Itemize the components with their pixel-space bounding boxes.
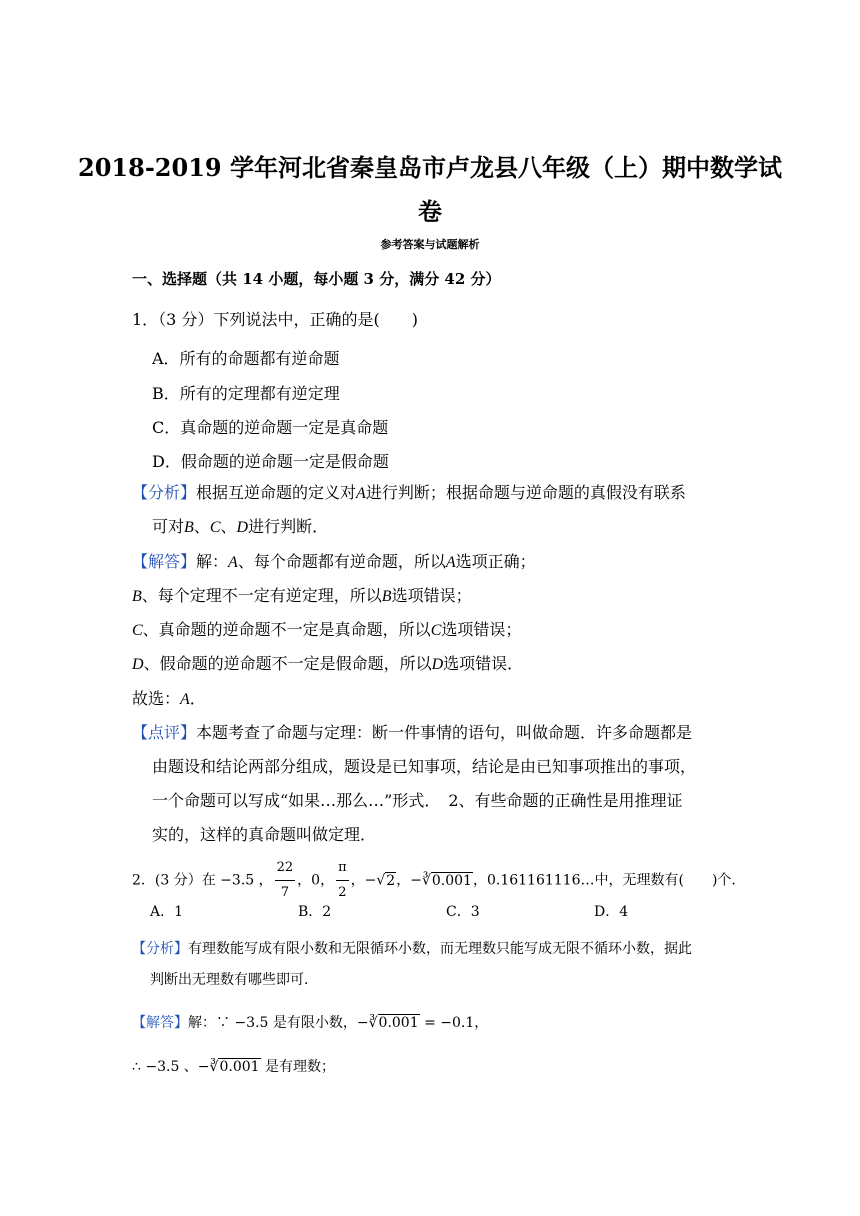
- q1-comment-line-2: 由题设和结论两部分组成，题设是已知事项，结论是由已知事项推出的事项，: [152, 757, 697, 776]
- answer-text: 解：∵ −3.5 是有限小数，−∛: [188, 1015, 378, 1031]
- q2-stem-text: ，−∛: [396, 872, 431, 889]
- answer-text: 选项错误；: [391, 586, 472, 605]
- q2-option-c: C．3: [446, 904, 480, 920]
- math-var: D: [431, 656, 444, 673]
- q2-option-d: D．4: [594, 904, 629, 920]
- document-title-line-2: 卷: [418, 197, 442, 226]
- choice-text: 故选：: [132, 689, 181, 708]
- q2-stem-text: ，0，: [297, 872, 335, 889]
- answer-text: 选项正确；: [455, 552, 536, 571]
- analysis-text: 根据互逆命题的定义对: [196, 483, 357, 502]
- q1-comment-line-1: [132, 716, 692, 750]
- denominator: 2: [338, 885, 347, 900]
- math-var: C: [132, 622, 143, 639]
- answer-text: 、每个命题都有逆命题，所以: [237, 552, 446, 571]
- answer-text: 、真命题的逆命题不一定是真命题，所以: [142, 620, 431, 639]
- q2-option-b: B．2: [298, 904, 332, 920]
- answer-text: 解：: [196, 552, 229, 571]
- answer-text: 、每个定理不一定有逆定理，所以: [141, 586, 382, 605]
- analysis-text: 有理数能写成有限小数和无限循环小数，而无理数只能写成无限不循环小数，据此: [188, 941, 692, 957]
- analysis-text: 进行判断；根据命题与逆命题的真假没有联系: [365, 483, 686, 502]
- section-heading: 一、选择题（共 14 小题，每小题 3 分，满分 42 分）: [132, 270, 501, 288]
- radicand: 2: [386, 872, 396, 889]
- numerator: π: [336, 856, 349, 881]
- fraction-22-over-7: [275, 856, 296, 905]
- q1-option-b: B．所有的定理都有逆定理: [152, 384, 340, 403]
- math-var: A: [228, 554, 238, 571]
- denominator: 7: [280, 885, 290, 900]
- analysis-text: 、: [220, 517, 237, 536]
- comment-tag: 【点评】: [132, 723, 197, 742]
- q1-option-c: C．真命题的逆命题一定是真命题: [152, 418, 389, 437]
- q2-answer-line-2: [132, 1052, 335, 1082]
- answer-text: 是有理数；: [260, 1059, 336, 1075]
- radicand: 0.001: [219, 1059, 260, 1075]
- math-var: A: [356, 485, 366, 502]
- q2-stem-text: ，0.161161116…中，无理数有( )个．: [472, 872, 746, 889]
- numerator: 22: [275, 856, 296, 881]
- q1-analysis-line-2: [152, 510, 328, 545]
- document-title-line-1: 2018-2019 学年河北省秦皇岛市卢龙县八年级（上）期中数学试: [78, 153, 782, 182]
- math-var: A: [180, 691, 190, 708]
- comment-text: 本题考查了命题与定理：断一件事情的语句，叫做命题．许多命题都是: [196, 723, 693, 742]
- q1-option-a: A．所有的命题都有逆命题: [152, 349, 340, 368]
- math-var: C: [209, 519, 221, 536]
- q1-answer-line-1: [132, 545, 536, 580]
- q1-answer-line-c: [132, 613, 521, 648]
- answer-text: 选项错误．: [443, 654, 524, 673]
- q1-answer-line-d: [132, 647, 523, 682]
- analysis-tag: 【分析】: [132, 941, 188, 957]
- choice-text: ．: [189, 689, 206, 708]
- math-var: D: [236, 519, 249, 536]
- math-var: A: [445, 554, 456, 571]
- q2-stem: [132, 856, 745, 905]
- answer-tag: 【解答】: [132, 1015, 188, 1031]
- q2-stem-text: ，−√: [350, 872, 386, 889]
- math-var: B: [381, 588, 392, 605]
- q1-comment-line-3: 一个命题可以写成“如果…那么…”形式． 2、有些命题的正确性是用推理证: [152, 791, 683, 810]
- q2-answer-line-1: [132, 1008, 488, 1038]
- answer-text: ∴ −3.5 、−∛: [132, 1059, 219, 1075]
- math-var: D: [132, 656, 144, 673]
- q2-option-a: A．1: [150, 904, 184, 920]
- q1-analysis-line-1: [132, 476, 686, 511]
- answer-text: = −0.1，: [419, 1015, 489, 1031]
- math-var: B: [132, 588, 142, 605]
- math-var: C: [430, 622, 442, 639]
- analysis-text: 可对: [152, 517, 185, 536]
- analysis-text: 、: [193, 517, 210, 536]
- q1-choice: [132, 682, 206, 717]
- answer-text: 选项错误；: [441, 620, 522, 639]
- q1-option-d: D．假命题的逆命题一定是假命题: [152, 452, 389, 471]
- q2-analysis-line-1: [132, 934, 692, 964]
- document-subtitle: 参考答案与试题解析: [380, 238, 480, 251]
- q2-analysis-line-2: 判断出无理数有哪些即可．: [150, 972, 318, 988]
- analysis-tag: 【分析】: [132, 483, 197, 502]
- radicand: 0.001: [431, 872, 472, 889]
- radicand: 0.001: [378, 1015, 419, 1031]
- q1-stem: 1．（3 分）下列说法中，正确的是( ): [132, 310, 418, 329]
- q2-stem-text: 2．(3 分）在 −3.5 ，: [132, 872, 273, 889]
- q1-comment-line-4: 实的，这样的真命题叫做定理．: [152, 825, 377, 844]
- answer-text: 、假命题的逆命题不一定是假命题，所以: [143, 654, 432, 673]
- fraction-pi-over-2: [336, 856, 349, 905]
- q1-answer-line-b: [132, 579, 472, 614]
- analysis-text: 进行判断．: [248, 517, 329, 536]
- answer-tag: 【解答】: [132, 552, 197, 571]
- math-var: B: [184, 519, 194, 536]
